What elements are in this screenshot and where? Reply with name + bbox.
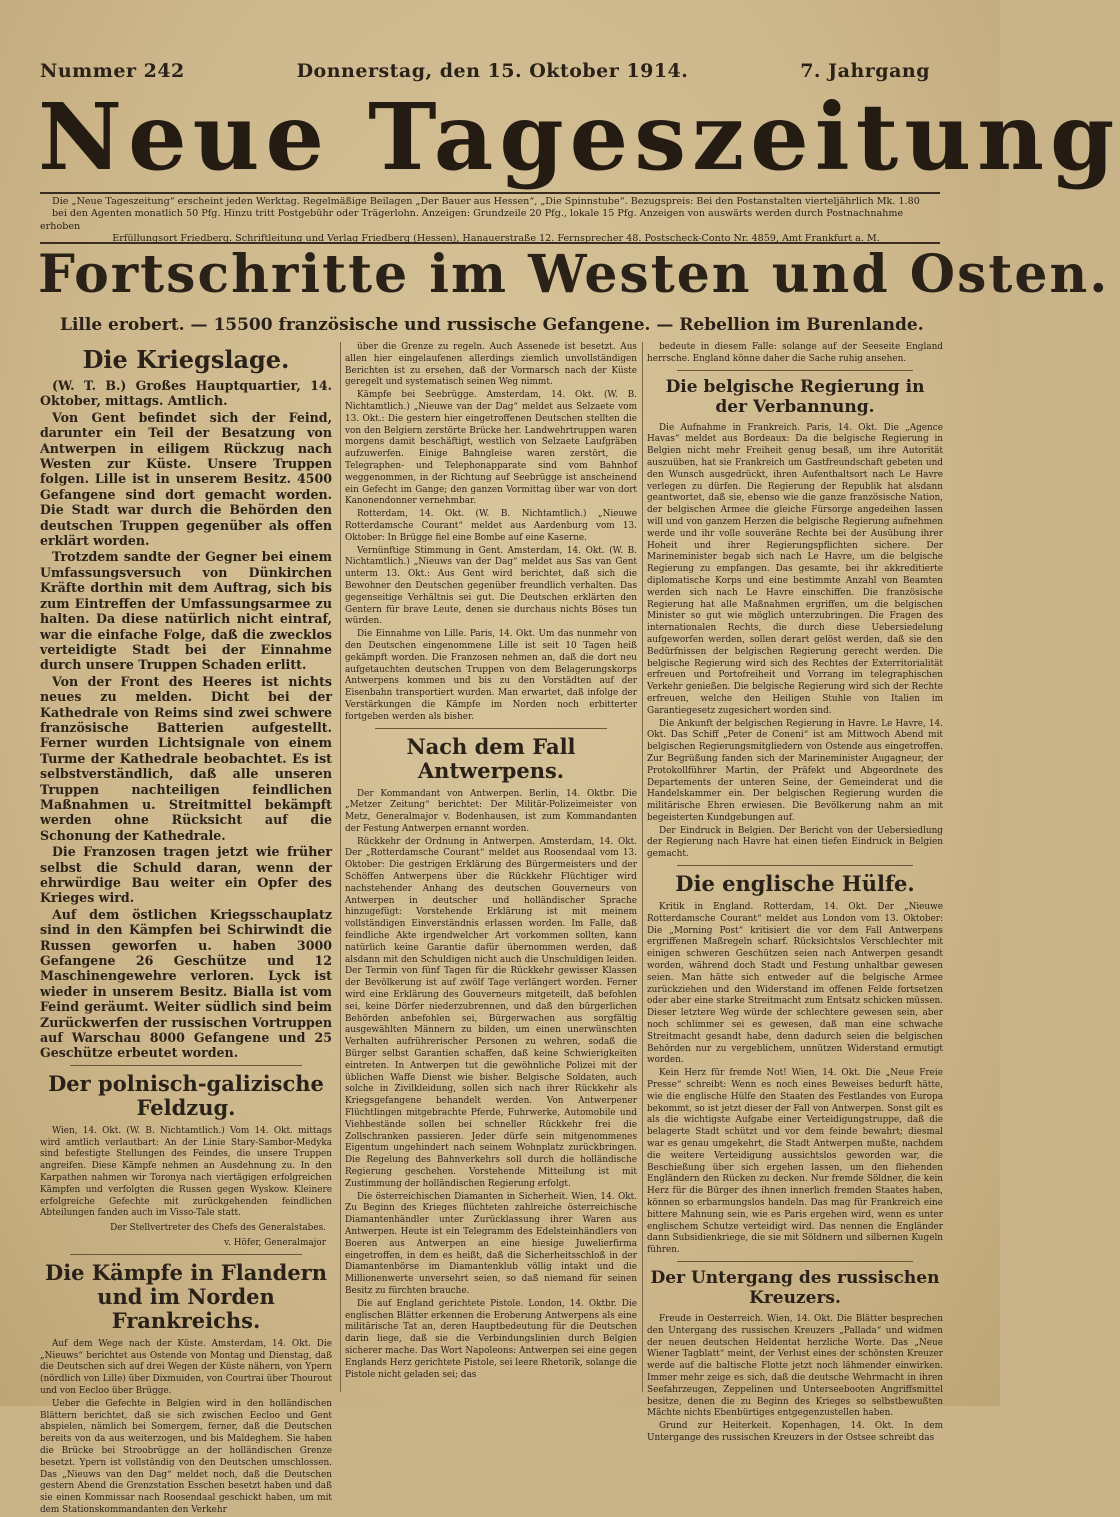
publisher-info	[40, 192, 940, 244]
info-line: Die „Neue Tageszeitung“ erscheint jeden Werktag. Regelmäßige Beilagen „Der Bauer aus Hessen“, „Die Spinnstube“. Bezugspreis: Bei den Postanstalten vierteljährlich Mk. 1.80	[52, 196, 920, 207]
divider	[677, 370, 913, 371]
paragraph: Der Kommandant von Antwerpen. Berlin, 14. Oktbr. Die „Metzer Zeitung“ berichtet: Der Militär-Polizeimeister von Metz, Generalmajor v. Bodenhausen, ist zum Kommandanten der Festung Antwerpen ernannt worden.	[345, 788, 637, 834]
paragraph: Freude in Oesterreich. Wien, 14. Okt. Die Blätter besprechen den Untergang des russischen Kreuzers „Pallada“ und widmen der neuen deutschen Heldentat herzliche Worte. Das „Neue Wiener Tagblatt“ meint, der Verlust eines der schönsten Kreuzer werde auf die baltische Flotte jetzt noch lähmender einwirken. Immer mehr zeige es sich, daß die deutsche Wehrmacht in ihren Seefahrzeugen, Zeppelinen und Unterseebooten Angriffsmittel besitze, denen die zu Beginn des Krieges so selbstbewußten Mächte nichts Ebenbürtiges entgegenzustellen haben.	[647, 1313, 943, 1419]
paragraph: Die auf England gerichtete Pistole. London, 14. Oktbr. Die englischen Blätter erkennen die Eroberung Antwerpens als eine militärische Tat an, deren Hauptbedeutung für die Deutschen darin liege, daß sie die Verbindungslinien durch Belgien sicherer mache. Das Wort Napoleons: Antwerpen sei eine gegen Englands Herz gerichtete Pistole, sei leere Rhetorik, solange die Pistole nicht geladen sei; das	[345, 1298, 637, 1380]
paragraph: Die Einnahme von Lille. Paris, 14. Okt. Um das nunmehr von den Deutschen eingenommene Lille ist seit 10 Tagen heiß gekämpft worden. Die Franzosen nehmen an, daß die dort neu aufgetauchten deutschen Truppen von dem Belagerungskorps Antwerpens kommen und bis zu den Vorstädten auf der Eisenbahn transportiert wurden. Man erwartet, daß infolge der Verstärkungen die Kämpfe im Norden noch erbitterter fortgeben werden als bisher.	[345, 629, 637, 722]
paragraph: Die Aufnahme in Frankreich. Paris, 14. Okt. Die „Agence Havas“ meldet aus Bordeaux: Da die belgische Regierung in Belgien nicht mehr Freiheit genug besaß, um ihre Autorität auszuüben, hat sie Frankreich um Gastfreundschaft gebeten und den Wunsch ausgedrückt, ihren Aufenthaltsort nach Le Havre verlegen zu dürfen. Die Regierung der Republik hat alsdann geantwortet, daß sie, ebenso wie die ganze französische Nation, der belgischen Armee die gleiche Fürsorge angedeihen lassen will und von ganzem Herzen die belgische Regierung aufnehmen werde und ihr volle souveräne Rechte bei der Ausübung ihrer Hoheit und ihrer Regierungspflichten sichere. Der Marineminister begab sich nach Le Havre, um die belgische Regierung zu empfangen. Das gesamte, bei ihr akkreditierte diplomatische Korps und eine bestimmte Anzahl von Beamten werden sich nach Le Havre einschiffen. Die französische Regierung hat alle Maßnahmen ergriffen, um die belgischen Minister so gut wie möglich unterzubringen. Die Fragen des internationalen Rechts, die durch diese Uebersiedelung aufgeworfen werden, sollen derart gelöst werden, daß sie den Bedürfnissen der belgischen Regierung gerecht werden. Die belgische Regierung wird sich des Rechtes der Exterritorialität erfreuen und Portofreiheit und Vorrang im telegraphischen Verkehr genießen. Die belgische Regierung wird sich der Rechte erfreuen, welche den Heiligen Stuhle von Italien im Garantiegesetz zugesichert worden sind.	[647, 422, 943, 716]
signature: v. Höfer, Generalmajor	[224, 1238, 326, 1249]
article-body-bold	[40, 378, 332, 1061]
newspaper-title: Neue Tageszeitung	[38, 83, 1120, 191]
main-headline: Fortschritte im Westen und Osten.	[38, 244, 1110, 305]
article-heading: Der polnisch-galizische Feldzug.	[48, 1070, 324, 1120]
paragraph: Auf dem Wege nach der Küste. Amsterdam, 14. Okt. Die „Nieuws“ berichtet aus Ostende von Montag und Dienstag, daß die Deutschen sich auf drei Wegen der Küste nähern, von Ypern (nördlich von Lille) über Dixmuiden, von Courtrai über Thourout und von Eecloo über Brügge.	[40, 1338, 332, 1397]
sub-headline: Lille erobert. — 15500 französische und russische Gefangene. — Rebellion im Burenlande.	[60, 315, 924, 335]
paragraph: Die österreichischen Diamanten in Sicherheit. Wien, 14. Okt. Zu Beginn des Krieges flüchteten zahlreiche österreichische Diamantenhändler unter Zurücklassung ihrer Waren aus Antwerpen. Heute ist ein Telegramm des Edelsteinhändlers von Boeren aus Antwerpen an eine hiesige Juwelierfirma eingetroffen, in dem es heißt, daß die Sicherheitsschloß in der Diamantenbörse im Diamantenklub völlig intakt und die Millionenwerte unversehrt seien, so daß niemand für seinen Besitz zu fürchten brauche.	[345, 1191, 637, 1296]
column-2	[340, 342, 637, 1392]
divider	[677, 865, 913, 866]
paragraph: Vernünftige Stimmung in Gent. Amsterdam, 14. Okt. (W. B. Nichtamtlich.) „Nieuws van der Dag“ meldet aus Sas van Gent unterm 13. Okt.: Aus Gent wird berichtet, daß sich die Bewohner den Deutschen gegenüber freundlich verhalten. Das gegenseitige Verhältnis sei gut. Die Deutschen erklärten den Gentern für brave Leute, denen sie durchaus nichts Böses tun würden.	[345, 545, 637, 627]
paragraph: bedeute in diesem Falle: solange auf der Seeseite England herrsche. England könne daher die Sache ruhig ansehen.	[647, 342, 943, 364]
paragraph: über die Grenze zu regeln. Auch Assenede ist besetzt. Aus allen hier eingelaufenen allerdings ziemlich unvollständigen Berichten ist zu ersehen, daß der Vormarsch nach der Küste geregelt und systematisch seinen Weg nimmt.	[345, 342, 637, 388]
info-line: Erfüllungsort Friedberg. Schriftleitung und Verlag Friedberg (Hessen), Hanauerstraße 12. Fernsprecher 48. Postscheck-Conto Nr. 4859, Amt Frankfurt a. M.	[112, 233, 880, 245]
masthead-topline	[40, 58, 930, 82]
issue-number: Nummer 242	[40, 60, 185, 82]
divider	[70, 1065, 302, 1066]
paragraph: Von Gent befindet sich der Feind, darunter ein Teil der Besatzung von Antwerpen in eiligem Rückzug nach Westen zur Küste. Unsere Truppen folgen. Lille ist in unserem Besitz. 4500 Gefangene sind dort gemacht worden. Die Stadt war durch die Behörden den deutschen Truppen gegenüber als offen erklärt worden.	[40, 409, 332, 549]
divider	[70, 1254, 302, 1255]
volume: 7. Jahrgang	[800, 60, 930, 82]
article-heading: Die Kämpfe in Flandern und im Norden Frankreichs.	[44, 1259, 328, 1333]
paragraph: Auf dem östlichen Kriegsschauplatz sind in den Kämpfen bei Schirwindt die Russen geworfen u. haben 3000 Gefangene 26 Geschütze und 12 Maschinengewehre verloren. Lyck ist wieder in unserem Besitz. Bialla ist vom Feind geräumt. Weiter südlich sind beim Zurückwerfen der russischen Vortruppen auf Warschau 8000 Gefangene und 25 Geschütze erbeutet worden.	[40, 906, 332, 1061]
paragraph: Trotzdem sandte der Gegner bei einem Umfassungsversuch von Dünkirchen Kräfte dorthin mit dem Auftrag, sich bis zum Eintreffen der Umfassungsarmee zu halten. Da diese natürlich nicht eintraf, war die einfache Folge, daß die zwecklos verteidigte Stadt bei der Einnahme durch unsere Truppen Schaden erlitt.	[40, 549, 332, 673]
article-heading: Nach dem Fall Antwerpens.	[406, 733, 576, 783]
paragraph: (W. T. B.) Großes Hauptquartier, 14. Oktober, mittags. Amtlich.	[40, 378, 332, 409]
column-1	[40, 342, 332, 1515]
article-body	[40, 1126, 332, 1250]
paragraph: Kritik in England. Rotterdam, 14. Okt. Der „Nieuwe Rotterdamsche Courant“ meldet aus London vom 13. Oktober: Die „Morning Post“ kritisiert die vor dem Fall Antwerpens ergriffenen Maßregeln scharf. Rücksichtslos Verschlechter mit einigen schweren Geschützen seien nach Antwerpen gesandt worden, während doch Stadt und Festung unhaltbar gewesen seien. Man hätte sich entweder auf die belgische Armee zurückziehen und den Widerstand im offenen Felde fortsetzen oder aber eine starke Streitmacht zum Entsatz schicken müssen. Dieser letztere Weg würde der schlechtere gewesen sein, aber noch schlimmer sei es gewesen, daß man eine schwache Streitmacht gesandt habe, denn dadurch seien die belgischen Behörden nur zu vergeblichem, unnützen Widerstand ermutigt worden.	[647, 902, 943, 1066]
issue-date: Donnerstag, den 15. Oktober 1914.	[296, 60, 689, 82]
column-3	[642, 342, 943, 1443]
paragraph: Rückkehr der Ordnung in Antwerpen. Amsterdam, 14. Okt. Der „Rotterdamsche Courant“ meldet aus Roosendaal vom 13. Oktober: Die gestrigen Erklärung des Bürgermeisters und der Schöffen Antwerpens über die Rückkehr Flüchtiger wird nachstehender Anhang des deutschen Gouverneurs von Antwerpen in deutscher und holländischer Sprache hinzugefügt: Vorstehende Erklärung ist mit meinem vollständigen Einverständnis erlassen worden. Im Falle, daß feindliche Akte irgendwelcher Art vorkommen sollten, kann natürlich keine Garantie dafür übernommen werden, daß alsdann mit den Schuldigen nicht auch die Unschuldigen leiden. Der Termin von fünf Tagen für die Rückkehr gewisser Klassen der Bevölkerung ist auf zwölf Tage verlängert worden. Ferner wird eine Erklärung des Gouverneurs mitgeteilt, daß befohlen sei, keine Dörfer niederzubrennen, und daß den bürgerlichen Behörden anbefohlen sei, Bürgerwachen aus sorgfältig ausgewählten Männern zu bilden, um einen unerwünschten Verhalten aufrührerischer Personen zu wehren, sodaß die Bürger selbst Garantien schaffen, daß keine Schwierigkeiten eintreten. In Antwerpen tut die gewöhnliche Polizei mit der üblichen Waffe Dienst wie bisher. Belgische Soldaten, auch solche in Zivilkleidung, sollen sich nach ihrer Rückkehr als Kriegsgefangene behandelt werden. Von Antwerpener Flüchtlingen mitgebrachte Pferde, Fuhrwerke, Automobile und Viehbestände sollen bei schneller Rückkehr frei die Zollschranken passieren. Jeder dürfe sein mitgenommenes Eigentum ungehindert nach seinem Wohnplatz zurückbringen. Die Regelung des Bahnverkehrs soll durch die holländische Regierung geschehen. Vorstehende Mitteilung ist mit Zustimmung der holländischen Regierung erfolgt.	[345, 836, 637, 1189]
paragraph: Von der Front des Heeres ist nichts neues zu melden. Dicht bei der Kathedrale von Reims sind zwei schwere französische Batterien aufgestellt. Ferner wurden Lichtsignale von einem Turme der Kathedrale beobachtet. Es ist selbstverständlich, daß alle unseren Truppen nachteiligen feindlichen Maßnahmen u. Streitmittel bekämpft werden ohne Rücksicht auf die Schonung der Kathedrale.	[40, 673, 332, 843]
paragraph: Der Eindruck in Belgien. Der Bericht von der Uebersiedlung der Regierung nach Havre hat einen tiefen Eindruck in Belgien gemacht.	[647, 825, 943, 860]
paragraph: Die Ankunft der belgischen Regierung in Havre. Le Havre, 14. Okt. Das Schiff „Peter de Coneni“ ist am Mittwoch Abend mit belgischen Regierungsmitgliedern von Ostende aus eingetroffen. Zur Begrüßung fanden sich der Marineminister Augagneur, der Protokollführer Martin, der Präfekt und Abgeordnete des Departements der unteren Seine, der Gemeinderat und die Handelskammer ein. Der belgischen Regierung wurden die militärische Ehren erwiesen. Die Bevölkerung nahm an mit begeisterten Kundgebungen auf.	[647, 718, 943, 823]
paragraph: Ueber die Gefechte in Belgien wird in den holländischen Blättern berichtet, daß sie sich zwischen Eecloo und Gent abspielen, nämlich bei Somergem, ferner, daß die Deutschen bereits von da aus weiterzogen, und bis Maldeghem. Sie haben die Brücke bei Stroobrügge an der holländischen Grenze besetzt. Ypern ist vollständig von den Deutschen umschlossen. Das „Nieuws van den Dag“ meldet noch, daß die Deutschen gestern Abend die Grenzstation Esschen besetzt haben und daß sie einen Kommissar nach Roosendaal geschickt haben, um mit dem Stationskommandanten den Verkehr	[40, 1398, 332, 1515]
article-body	[40, 1339, 332, 1517]
signature: Der Stellvertreter des Chefs des Generalstabes.	[110, 1223, 326, 1234]
paragraph: Grund zur Heiterkeit. Kopenhagen, 14. Okt. In dem Untergange des russischen Kreuzers in der Ostsee schreibt das	[647, 1421, 943, 1443]
article-heading: Die belgische Regierung in der Verbannung.	[665, 376, 925, 417]
info-line: bei den Agenten monatlich 50 Pfg. Hinzu tritt Postgebühr oder Trägerlohn. Anzeigen: Grundzeile 20 Pfg., lokale 15 Pfg. Anzeigen von auswärts werden durch Postnachnahme erhoben	[40, 208, 904, 232]
paragraph: Rotterdam, 14. Okt. (W. B. Nichtamtlich.) „Nieuwe Rotterdamsche Courant“ meldet aus Aardenburg vom 13. Oktober: In Brügge fiel eine Bombe auf eine Kaserne.	[345, 509, 637, 543]
paragraph: Kein Herz für fremde Not! Wien, 14. Okt. Die „Neue Freie Presse“ schreibt: Wenn es noch eines Beweises bedurft hätte, wie die englische Hülfe den Staaten des Festlandes von Europa bekommt, so ist jetzt dieser der Fall von Antwerpen. Sonst gilt es als die wichtigste Aufgabe einer Verteidigungstruppe, daß die belagerte Stadt schützt und vor dem feinde bewahrt; diesmal war es genau umgekehrt, die Stadt Antwerpen mußte, nachdem die weitere Verteidigung aussichtslos geworden war, die Beschießung über sich ergehen lassen, um den fliehenden Engländern den Rücken zu decken. Nur fremde Söldner, die kein Herz für die Bürger des ihnen innerlich fremden Staates haben, können so erbarmungslos handeln. Das mag für Frankreich eine bittere Mahnung sein, wie es Paris ergehen wird, wenn es unter englischem Schutze verteidigt wird. Das nennen die Engländer dann Subsidienkriege, die sie mit Söldnern und silbernen Kugeln führen.	[647, 1068, 943, 1256]
article-heading: Die englische Hülfe.	[675, 871, 915, 897]
paragraph: Die Franzosen tragen jetzt wie früher selbst die Schuld daran, wenn der ehrwürdige Bau weiter ein Opfer des Krieges wird.	[40, 844, 332, 906]
article-heading: Die Kriegslage.	[82, 345, 290, 374]
paragraph: Kämpfe bei Seebrügge. Amsterdam, 14. Okt. (W. B. Nichtamtlich.) „Nieuwe van der Dag“ meldet aus Selzaete vom 13. Okt.: Die gestern hier eingetroffenen Deutschen stellten die von den Belgiern zerstörte Brücke her. Landwehrtruppen waren morgens damit beschäftigt, westlich von Selzaete Laufgräben aufzuwerfen. Einige Bahngleise waren zerstört, die Telegraphen- und Telephonapparate sind vom Bahnhof weggenommen, in der Richtung auf Seebrügge ist anscheinend ein Gefecht im Gange; den ganzen Vormittag über war von dort Kanonendonner vernehmbar.	[345, 390, 637, 507]
paragraph: Wien, 14. Okt. (W. B. Nichtamtlich.) Vom 14. Okt. mittags wird amtlich verlautbart: An der Linie Stary-Sambor-Medyka sind befestigte Stellungen des Feindes, die unsere Truppen angreifen. Diese Kämpfe nehmen an Ausdehnung zu. In den Karpathen nahmen wir Toronya nach viertägigen erfolgreichen Kämpfen und verfolgten die Russen gegen Wyskow. Kleinere erfolgreiche Gefechte mit zurückgehenden feindlichen Abteilungen fanden auch im Visso-Tale statt.	[40, 1125, 332, 1219]
divider	[375, 728, 607, 729]
divider	[677, 1261, 913, 1262]
article-heading: Der Untergang des russischen Kreuzers.	[650, 1267, 940, 1308]
